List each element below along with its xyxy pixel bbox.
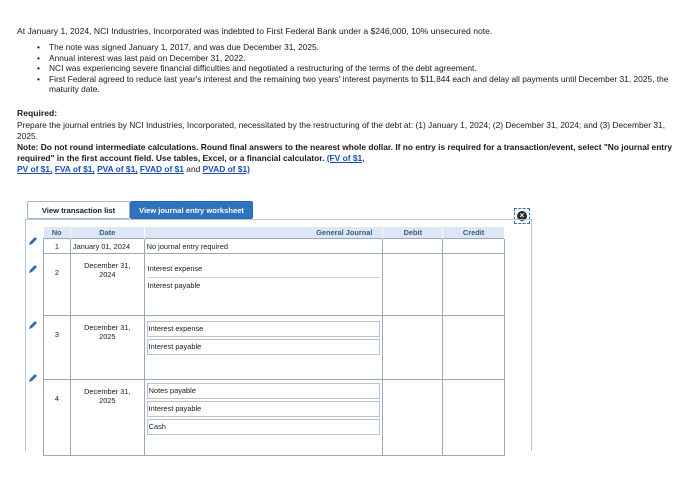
fact-item: • First Federal agreed to reduce last year's interest and the remaining two years' interest payments to $11,844 each and delay all payments until December 31, 2025, the maturity date. bbox=[37, 73, 669, 95]
account-cell[interactable]: No journal entry required bbox=[144, 239, 383, 254]
problem-intro: At January 1, 2024, NCI Industries, Incorporated was indebted to First Federal Bank under a $246,000, 10% unsecured note. bbox=[17, 26, 493, 36]
edit-check-icon[interactable] bbox=[28, 236, 38, 246]
entry-no: 4 bbox=[44, 380, 71, 456]
account-line[interactable]: Notes payable bbox=[147, 383, 381, 399]
entry-date: January 01, 2024 bbox=[70, 239, 144, 254]
required-text: Prepare the journal entries by NCI Industries, Incorporated, necessitated by the restructuring of the debt at: (1) January 1, 2024; (2) December 31, 2024; and (3) December 31, 2025. bbox=[17, 120, 666, 141]
debit-cell[interactable] bbox=[383, 316, 443, 380]
debit-cell[interactable] bbox=[383, 254, 443, 316]
entry-date: December 31, 2025 bbox=[70, 316, 144, 380]
fva-link[interactable]: FVA of $1, bbox=[54, 164, 95, 174]
account-line[interactable]: Cash bbox=[147, 419, 381, 435]
account-line[interactable]: Interest expense bbox=[147, 321, 381, 337]
header-no: No bbox=[44, 227, 71, 239]
edit-check-icon[interactable] bbox=[28, 264, 38, 274]
pv-link[interactable]: PV of $1, bbox=[17, 164, 53, 174]
fv-link[interactable]: (FV of $1, bbox=[326, 152, 365, 163]
pvad-link[interactable]: PVAD of $1) bbox=[202, 164, 250, 174]
fact-list bbox=[37, 42, 677, 95]
account-line[interactable]: Interest expense bbox=[147, 261, 381, 278]
table-row[interactable] bbox=[44, 254, 505, 316]
header-date: Date bbox=[70, 227, 144, 239]
table-row[interactable] bbox=[44, 239, 505, 254]
fact-item: • The note was signed January 1, 2017, and was due December 31, 2025. bbox=[37, 42, 320, 52]
close-icon[interactable]: × bbox=[514, 208, 530, 224]
table-row[interactable] bbox=[44, 316, 505, 380]
edit-check-icon[interactable] bbox=[28, 320, 38, 330]
journal-table bbox=[43, 227, 505, 456]
header-credit: Credit bbox=[443, 227, 505, 239]
credit-cell[interactable] bbox=[443, 239, 505, 254]
fact-item: • Annual interest was last paid on December 31, 2022. bbox=[37, 52, 246, 63]
debit-cell[interactable] bbox=[383, 380, 443, 456]
entry-date: December 31, 2024 bbox=[70, 254, 144, 316]
account-cell[interactable] bbox=[144, 254, 383, 316]
entry-date: December 31, 2025 bbox=[70, 380, 144, 456]
account-line[interactable]: Interest payable bbox=[147, 339, 381, 355]
credit-cell[interactable] bbox=[443, 316, 505, 380]
edit-check-icon[interactable] bbox=[28, 373, 38, 383]
credit-cell[interactable] bbox=[443, 380, 505, 456]
pva-link[interactable]: PVA of $1, bbox=[97, 164, 138, 174]
view-journal-worksheet-button[interactable]: View journal entry worksheet bbox=[130, 201, 253, 219]
debit-cell[interactable] bbox=[383, 239, 443, 254]
account-cell[interactable] bbox=[144, 380, 383, 456]
note-text: Note: Do not round intermediate calculations. Round final answers to the nearest whole dollar. If no entry is required for a transaction/event, select "No journal entry required" in the first account field. Use tables, Excel, or a financial calculator. (FV of $1, bbox=[17, 142, 673, 163]
header-debit: Debit bbox=[383, 227, 443, 239]
view-transaction-list-button[interactable]: View transaction list bbox=[27, 201, 130, 219]
header-account: General Journal bbox=[144, 227, 383, 239]
account-cell[interactable] bbox=[144, 316, 383, 380]
fact-item: • NCI was experiencing severe financial difficulties and negotiated a restructuring of the terms of the debt agreement. bbox=[37, 63, 477, 74]
table-header bbox=[44, 227, 505, 239]
entry-no: 1 bbox=[44, 239, 71, 254]
credit-cell[interactable] bbox=[443, 254, 505, 316]
entry-no: 2 bbox=[44, 254, 71, 316]
table-row[interactable] bbox=[44, 380, 505, 456]
fvad-link[interactable]: FVAD of $1 bbox=[139, 164, 184, 174]
account-line[interactable]: Interest payable bbox=[147, 401, 381, 417]
required-heading: Required: bbox=[17, 108, 58, 118]
table-links: PV of $1, FVA of $1, PVA of $1, FVAD of $1 and PVAD of $1) bbox=[17, 164, 250, 174]
account-line[interactable]: Interest payable bbox=[147, 281, 201, 290]
entry-no: 3 bbox=[44, 316, 71, 380]
